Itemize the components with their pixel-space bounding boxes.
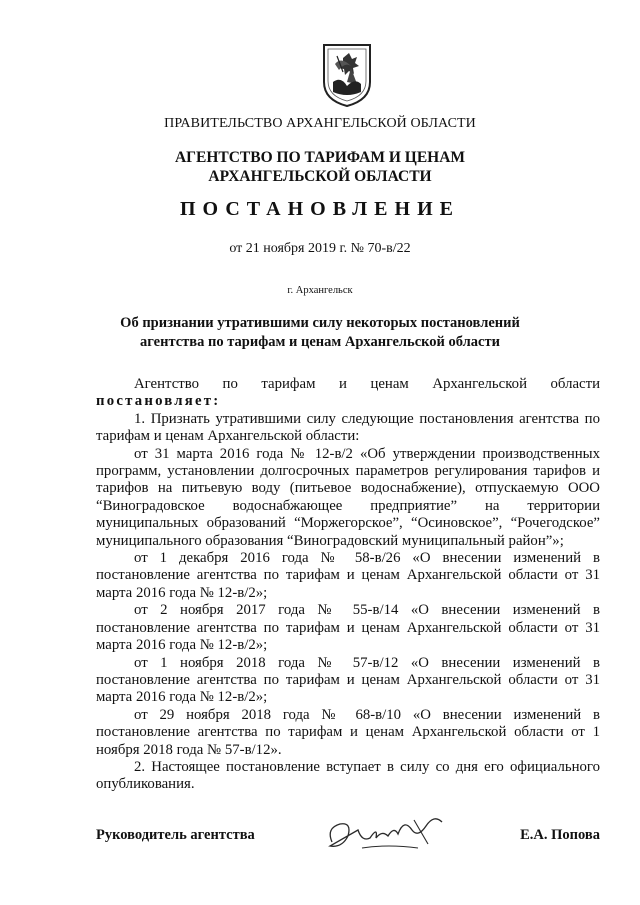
handwritten-signature: [318, 808, 458, 860]
signer-role: Руководитель агентства: [96, 827, 255, 843]
item-1-sub-1: от 31 марта 2016 года № 12-в/2 «Об утверждении производственных программ, установлении долгосрочных параметров регулирования тарифов и тарифов на питьевую воду (питьевое водоснабжение), отпускаемую ООО “Виноградовское водоснабжающее предприятие” на территории муниципальных образований “Моржегорское”, “Осиновское”, “Рочегодское” муниципального образования “Виноградовский муниципальный район”»;: [96, 445, 600, 549]
signer-name: Е.А. Попова: [520, 827, 600, 843]
item-1-sub-4: от 1 ноября 2018 года № 57-в/12 «О внесении изменений в постановление агентства по тарифам и ценам Архангельской области от 31 марта 2016 года № 12-в/2»;: [96, 654, 600, 706]
agency-name-line2: АРХАНГЕЛЬСКОЙ ОБЛАСТИ: [208, 168, 432, 185]
body-intro: Агентство по тарифам и ценам Архангельской области: [134, 376, 600, 392]
coat-of-arms-icon: [321, 42, 373, 108]
item-1-sub-5: от 29 ноября 2018 года № 68-в/10 «О внесении изменений в постановление агентства по тарифам и ценам Архангельской области от 1 ноября 2018 года № 57-в/12».: [96, 706, 600, 758]
body-resolves: постановляет:: [96, 393, 221, 410]
subject-line1: Об признании утратившими силу некоторых постановлений: [120, 315, 520, 331]
document-type-title: ПОСТАНОВЛЕНИЕ: [180, 198, 460, 220]
document-subject: [0, 314, 640, 352]
subject-line2: агентства по тарифам и ценам Архангельской области: [140, 334, 500, 350]
item-1-sub-2: от 1 декабря 2016 года № 58-в/26 «О внесении изменений в постановление агентства по тарифам и ценам Архангельской области от 31 марта 2016 года № 12-в/2»;: [96, 550, 600, 601]
document-body: [96, 376, 600, 794]
document-city: г. Архангельск: [287, 285, 353, 296]
document-date-number: от 21 ноября 2019 г. № 70-в/22: [229, 241, 411, 256]
item-2: 2. Настоящее постановление вступает в силу со дня его официального опубликования.: [96, 758, 600, 793]
item-1: 1. Признать утратившими силу следующие постановления агентства по тарифам и ценам Архангельской области:: [96, 410, 600, 445]
agency-name-line1: АГЕНТСТВО ПО ТАРИФАМ И ЦЕНАМ: [174, 149, 466, 166]
government-name: ПРАВИТЕЛЬСТВО АРХАНГЕЛЬСКОЙ ОБЛАСТИ: [164, 116, 476, 131]
agency-name: [0, 148, 640, 186]
item-1-sub-3: от 2 ноября 2017 года № 55-в/14 «О внесении изменений в постановление агентства по тарифам и ценам Архангельской области от 31 марта 2016 года № 12-в/2»;: [96, 602, 600, 654]
